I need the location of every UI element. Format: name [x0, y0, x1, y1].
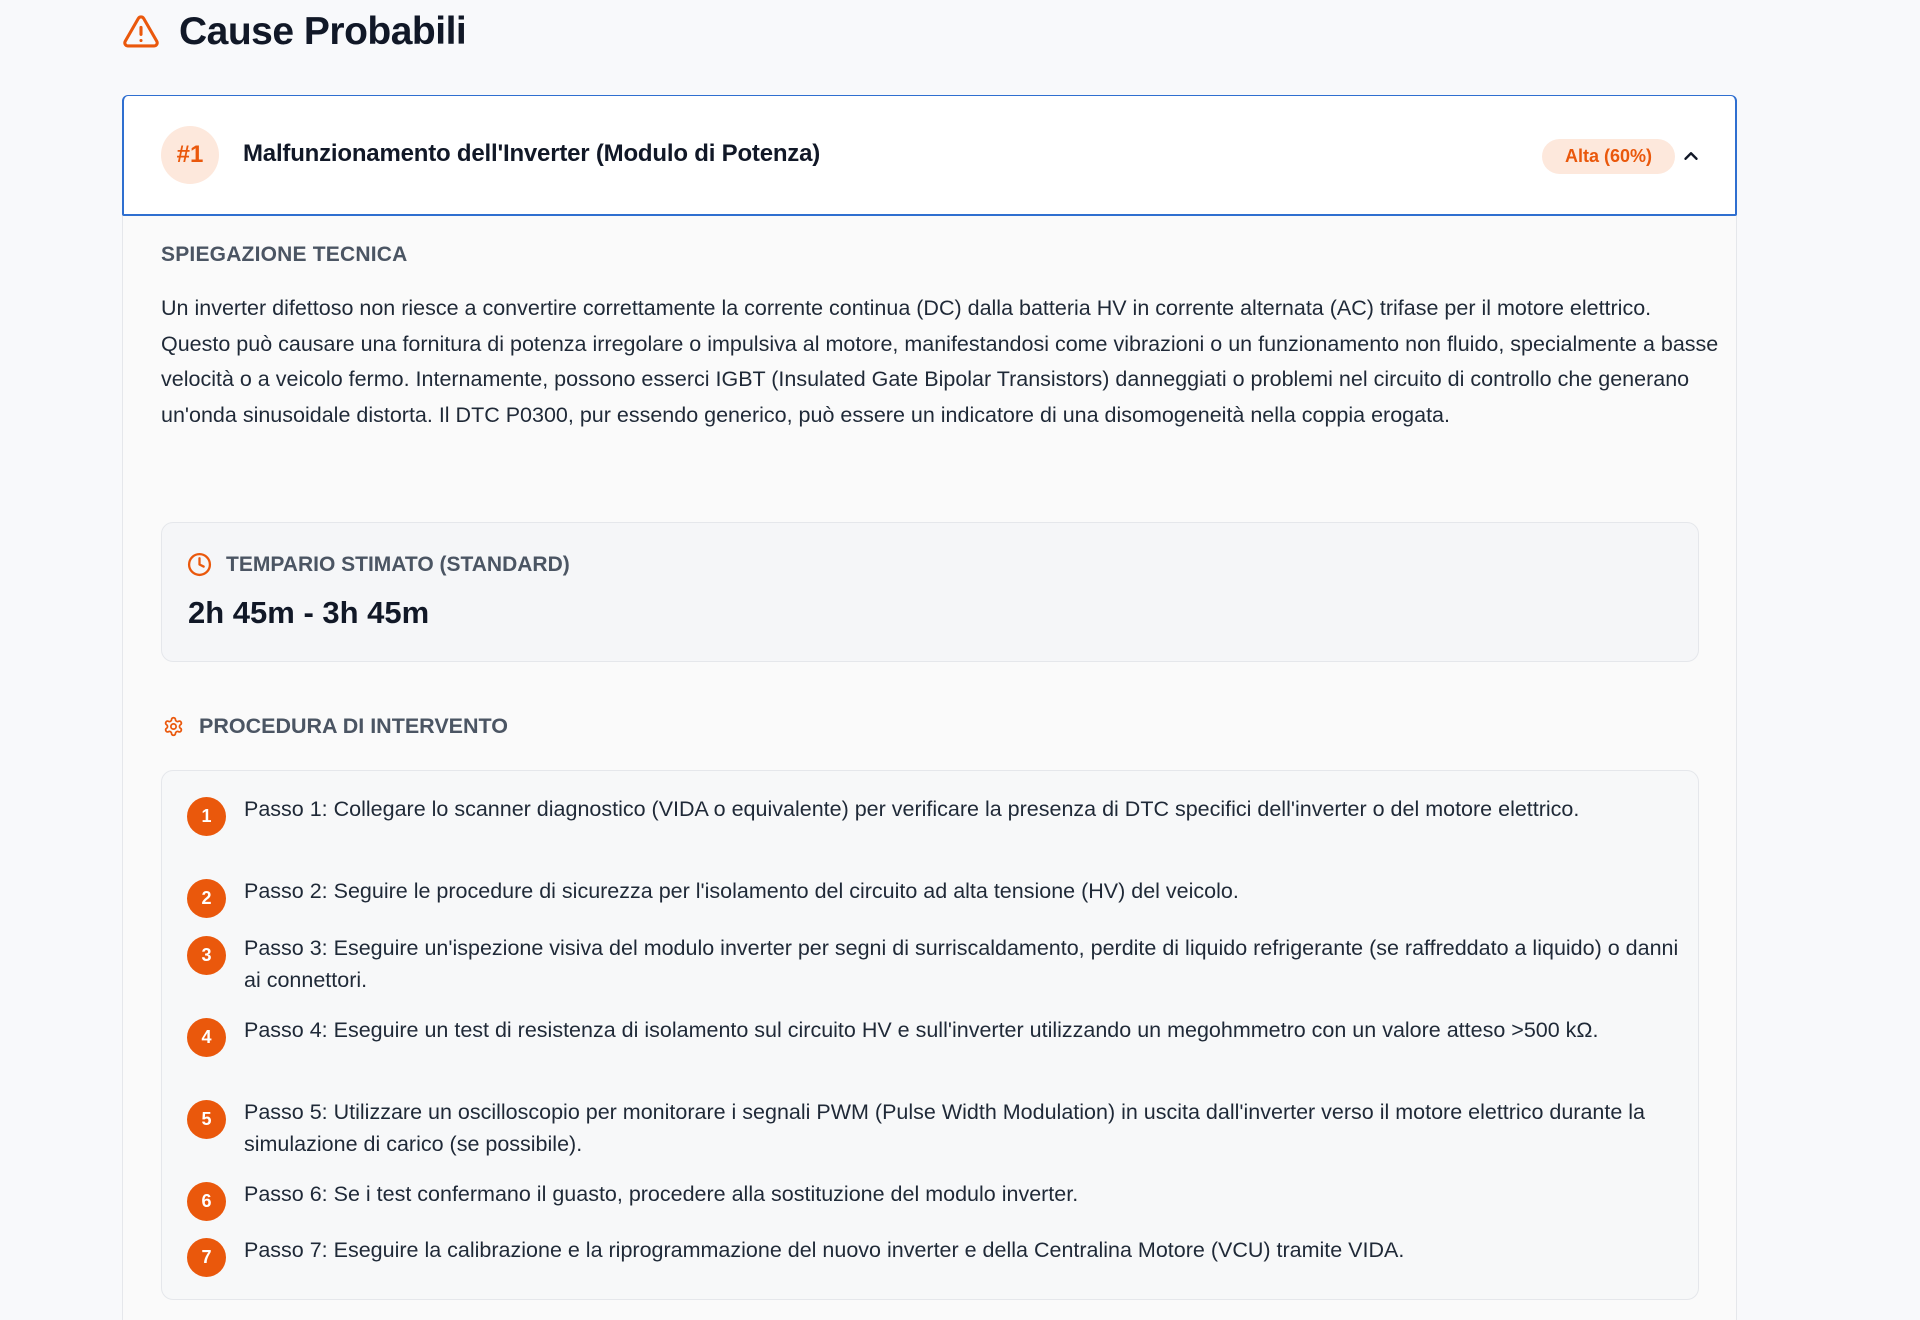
procedure-steps-list: [161, 770, 1699, 1300]
procedure-label: [163, 714, 508, 739]
rank-badge: #1: [161, 126, 219, 184]
step-number: 3: [187, 936, 226, 975]
step-number: 5: [187, 1100, 226, 1139]
step-number: 2: [187, 879, 226, 918]
time-estimate-label: [187, 552, 570, 577]
step-number: 6: [187, 1182, 226, 1221]
step-text: Passo 3: Eseguire un'ispezione visiva del modulo inverter per segni di surriscaldamento, perdite di liquido refrigerante (se raffreddato a liquido) o danni ai connettori.: [244, 936, 1679, 992]
procedure-step: [187, 1234, 1687, 1277]
warning-triangle-icon: [122, 15, 160, 49]
step-number: 1: [187, 797, 226, 836]
step-text: Passo 7: Eseguire la calibrazione e la riprogrammazione del nuovo inverter e della Centralina Motore (VCU) tramite VIDA.: [244, 1238, 1405, 1262]
step-number: 4: [187, 1018, 226, 1057]
step-text: Passo 1: Collegare lo scanner diagnostico (VIDA o equivalente) per verificare la presenza di DTC specifici dell'inverter o del motore elettrico.: [244, 797, 1580, 821]
step-text: Passo 6: Se i test confermano il guasto, procedere alla sostituzione del modulo inverter.: [244, 1182, 1079, 1206]
procedure-step: [187, 875, 1687, 918]
cause-card: [122, 95, 1737, 1320]
step-number: 7: [187, 1238, 226, 1277]
clock-icon: [187, 552, 212, 577]
cause-title: Malfunzionamento dell'Inverter (Modulo di Potenza): [243, 140, 821, 167]
cause-header-toggle[interactable]: [122, 95, 1737, 216]
time-estimate-box: [161, 522, 1699, 662]
procedure-step: [187, 793, 1687, 836]
step-text: Passo 5: Utilizzare un oscilloscopio per monitorare i segnali PWM (Pulse Width Modulation) in uscita dall'inverter verso il motore elettrico durante la simulazione di carico (se possibile).: [244, 1100, 1646, 1156]
step-text: Passo 4: Eseguire un test di resistenza di isolamento sul circuito HV e sull'inverter utilizzando un megohmmetro con un valore atteso >500 kΩ.: [244, 1018, 1599, 1042]
procedure-label-text: PROCEDURA DI INTERVENTO: [199, 714, 508, 738]
section-header: [122, 6, 466, 58]
explanation-text: Un inverter difettoso non riesce a convertire correttamente la corrente continua (DC) dalla batteria HV in corrente alternata (AC) trifase per il motore elettrico. Questo può causare una fornitura di potenza irregolare o impulsiva al motore, manifestandosi come vibrazioni o un funzionamento non fluido, specialmente a basse velocità o a veicolo fermo. Internamente, possono esserci IGBT (Insulated Gate Bipolar Transistors) danneggiati o problemi nel circuito di controllo che generano un'onda sinusoidale distorta. Il DTC P0300, pur essendo generico, può essere un indicatore di una disomogeneità nella coppia erogata.: [161, 296, 1719, 427]
probability-badge: Alta (60%): [1542, 139, 1675, 174]
explanation-label: SPIEGAZIONE TECNICA: [161, 243, 408, 266]
step-text: Passo 2: Seguire le procedure di sicurezza per l'isolamento del circuito ad alta tensione (HV) del veicolo.: [244, 879, 1239, 903]
procedure-step: [187, 1178, 1687, 1221]
time-estimate-value: 2h 45m - 3h 45m: [188, 595, 430, 630]
procedure-step: [187, 932, 1687, 996]
time-estimate-label-text: TEMPARIO STIMATO (STANDARD): [226, 552, 570, 576]
chevron-up-icon[interactable]: [1680, 145, 1702, 167]
procedure-step: [187, 1014, 1687, 1057]
section-title: Cause Probabili: [179, 10, 467, 53]
procedure-step: [187, 1096, 1687, 1160]
gear-icon: [163, 716, 184, 737]
